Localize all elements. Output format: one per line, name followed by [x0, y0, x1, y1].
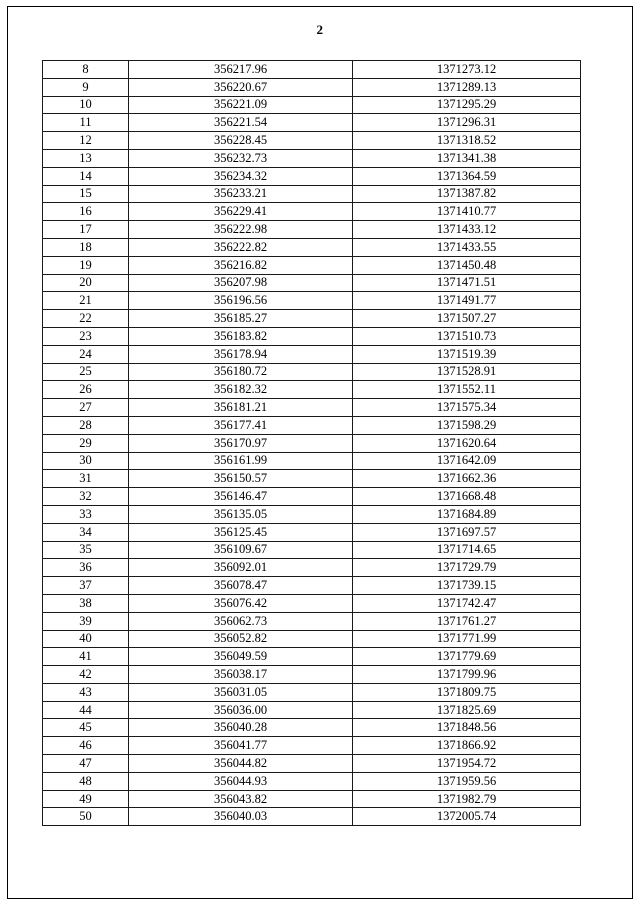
- easting-cell: 356038.17: [129, 666, 353, 684]
- northing-cell: 1371739.15: [353, 577, 581, 595]
- point-number-cell: 44: [43, 701, 129, 719]
- point-number-cell: 22: [43, 310, 129, 328]
- easting-cell: 356170.97: [129, 434, 353, 452]
- easting-cell: 356040.03: [129, 808, 353, 826]
- northing-cell: 1371866.92: [353, 737, 581, 755]
- easting-cell: 356182.32: [129, 381, 353, 399]
- easting-cell: 356177.41: [129, 416, 353, 434]
- table-row: [43, 221, 581, 239]
- table-row: [43, 345, 581, 363]
- point-number-cell: 41: [43, 648, 129, 666]
- table-row: [43, 594, 581, 612]
- point-number-cell: 10: [43, 96, 129, 114]
- northing-cell: 1371491.77: [353, 292, 581, 310]
- table-row: [43, 310, 581, 328]
- easting-cell: 356220.67: [129, 78, 353, 96]
- point-number-cell: 26: [43, 381, 129, 399]
- easting-cell: 356222.82: [129, 238, 353, 256]
- table-row: [43, 185, 581, 203]
- table-row: [43, 790, 581, 808]
- easting-cell: 356049.59: [129, 648, 353, 666]
- easting-cell: 356044.93: [129, 772, 353, 790]
- northing-cell: 1371507.27: [353, 310, 581, 328]
- northing-cell: 1371387.82: [353, 185, 581, 203]
- point-number-cell: 30: [43, 452, 129, 470]
- point-number-cell: 17: [43, 221, 129, 239]
- northing-cell: 1371982.79: [353, 790, 581, 808]
- table-row: [43, 612, 581, 630]
- point-number-cell: 45: [43, 719, 129, 737]
- easting-cell: 356221.09: [129, 96, 353, 114]
- northing-cell: 1371771.99: [353, 630, 581, 648]
- table-row: [43, 666, 581, 684]
- northing-cell: 1371450.48: [353, 256, 581, 274]
- northing-cell: 1371471.51: [353, 274, 581, 292]
- point-number-cell: 16: [43, 203, 129, 221]
- northing-cell: 1371295.29: [353, 96, 581, 114]
- table-row: [43, 96, 581, 114]
- northing-cell: 1371318.52: [353, 132, 581, 150]
- northing-cell: 1371575.34: [353, 399, 581, 417]
- easting-cell: 356092.01: [129, 559, 353, 577]
- point-number-cell: 31: [43, 470, 129, 488]
- table-row: [43, 381, 581, 399]
- easting-cell: 356207.98: [129, 274, 353, 292]
- table-row: [43, 559, 581, 577]
- northing-cell: 1371662.36: [353, 470, 581, 488]
- point-number-cell: 36: [43, 559, 129, 577]
- point-number-cell: 20: [43, 274, 129, 292]
- table-row: [43, 149, 581, 167]
- point-number-cell: 28: [43, 416, 129, 434]
- northing-cell: 1371799.96: [353, 666, 581, 684]
- northing-cell: 1371697.57: [353, 523, 581, 541]
- point-number-cell: 11: [43, 114, 129, 132]
- northing-cell: 1371825.69: [353, 701, 581, 719]
- point-number-cell: 8: [43, 61, 129, 79]
- easting-cell: 356052.82: [129, 630, 353, 648]
- easting-cell: 356229.41: [129, 203, 353, 221]
- table-row: [43, 363, 581, 381]
- easting-cell: 356217.96: [129, 61, 353, 79]
- northing-cell: 1371433.55: [353, 238, 581, 256]
- table-row: [43, 470, 581, 488]
- northing-cell: 1371552.11: [353, 381, 581, 399]
- table-row: [43, 61, 581, 79]
- point-number-cell: 34: [43, 523, 129, 541]
- table-row: [43, 541, 581, 559]
- easting-cell: 356161.99: [129, 452, 353, 470]
- point-number-cell: 35: [43, 541, 129, 559]
- table-row: [43, 274, 581, 292]
- northing-cell: 1371410.77: [353, 203, 581, 221]
- northing-cell: 1371742.47: [353, 594, 581, 612]
- table-row: [43, 719, 581, 737]
- easting-cell: 356031.05: [129, 683, 353, 701]
- northing-cell: 1371809.75: [353, 683, 581, 701]
- point-number-cell: 29: [43, 434, 129, 452]
- table-row: [43, 78, 581, 96]
- point-number-cell: 50: [43, 808, 129, 826]
- easting-cell: 356150.57: [129, 470, 353, 488]
- point-number-cell: 13: [43, 149, 129, 167]
- point-number-cell: 33: [43, 505, 129, 523]
- northing-cell: 1371684.89: [353, 505, 581, 523]
- easting-cell: 356180.72: [129, 363, 353, 381]
- table-row: [43, 434, 581, 452]
- easting-cell: 356216.82: [129, 256, 353, 274]
- easting-cell: 356135.05: [129, 505, 353, 523]
- point-number-cell: 46: [43, 737, 129, 755]
- point-number-cell: 18: [43, 238, 129, 256]
- northing-cell: 1371848.56: [353, 719, 581, 737]
- table-row: [43, 683, 581, 701]
- table-row: [43, 452, 581, 470]
- easting-cell: 356234.32: [129, 167, 353, 185]
- northing-cell: 1371296.31: [353, 114, 581, 132]
- table-row: [43, 648, 581, 666]
- easting-cell: 356078.47: [129, 577, 353, 595]
- northing-cell: 1371341.38: [353, 149, 581, 167]
- table-row: [43, 238, 581, 256]
- easting-cell: 356146.47: [129, 488, 353, 506]
- easting-cell: 356036.00: [129, 701, 353, 719]
- northing-cell: 1371959.56: [353, 772, 581, 790]
- northing-cell: 1371598.29: [353, 416, 581, 434]
- northing-cell: 1371620.64: [353, 434, 581, 452]
- northing-cell: 1371761.27: [353, 612, 581, 630]
- easting-cell: 356109.67: [129, 541, 353, 559]
- point-number-cell: 47: [43, 755, 129, 773]
- northing-cell: 1371642.09: [353, 452, 581, 470]
- point-number-cell: 23: [43, 327, 129, 345]
- table-row: [43, 292, 581, 310]
- point-number-cell: 14: [43, 167, 129, 185]
- point-number-cell: 12: [43, 132, 129, 150]
- table-row: [43, 256, 581, 274]
- northing-cell: 1372005.74: [353, 808, 581, 826]
- easting-cell: 356043.82: [129, 790, 353, 808]
- northing-cell: 1371779.69: [353, 648, 581, 666]
- northing-cell: 1371668.48: [353, 488, 581, 506]
- point-number-cell: 9: [43, 78, 129, 96]
- easting-cell: 356183.82: [129, 327, 353, 345]
- easting-cell: 356062.73: [129, 612, 353, 630]
- table-row: [43, 755, 581, 773]
- northing-cell: 1371714.65: [353, 541, 581, 559]
- northing-cell: 1371273.12: [353, 61, 581, 79]
- easting-cell: 356041.77: [129, 737, 353, 755]
- easting-cell: 356233.21: [129, 185, 353, 203]
- easting-cell: 356044.82: [129, 755, 353, 773]
- northing-cell: 1371364.59: [353, 167, 581, 185]
- easting-cell: 356178.94: [129, 345, 353, 363]
- point-number-cell: 49: [43, 790, 129, 808]
- easting-cell: 356185.27: [129, 310, 353, 328]
- table-row: [43, 399, 581, 417]
- table-row: [43, 808, 581, 826]
- point-number-cell: 37: [43, 577, 129, 595]
- point-number-cell: 42: [43, 666, 129, 684]
- point-number-cell: 48: [43, 772, 129, 790]
- easting-cell: 356076.42: [129, 594, 353, 612]
- easting-cell: 356196.56: [129, 292, 353, 310]
- table-row: [43, 488, 581, 506]
- northing-cell: 1371528.91: [353, 363, 581, 381]
- northing-cell: 1371289.13: [353, 78, 581, 96]
- easting-cell: 356221.54: [129, 114, 353, 132]
- point-number-cell: 40: [43, 630, 129, 648]
- point-number-cell: 39: [43, 612, 129, 630]
- easting-cell: 356222.98: [129, 221, 353, 239]
- table-row: [43, 577, 581, 595]
- table-row: [43, 327, 581, 345]
- table-row: [43, 416, 581, 434]
- table-row: [43, 737, 581, 755]
- easting-cell: 356181.21: [129, 399, 353, 417]
- point-number-cell: 15: [43, 185, 129, 203]
- table-row: [43, 132, 581, 150]
- coordinate-table: [42, 60, 581, 826]
- table-row: [43, 505, 581, 523]
- table-row: [43, 772, 581, 790]
- point-number-cell: 19: [43, 256, 129, 274]
- page-number: 2: [316, 22, 324, 37]
- table-row: [43, 167, 581, 185]
- point-number-cell: 38: [43, 594, 129, 612]
- northing-cell: 1371519.39: [353, 345, 581, 363]
- point-number-cell: 27: [43, 399, 129, 417]
- table-row: [43, 523, 581, 541]
- table-row: [43, 203, 581, 221]
- easting-cell: 356232.73: [129, 149, 353, 167]
- coordinate-table-body: [43, 61, 581, 826]
- table-row: [43, 630, 581, 648]
- northing-cell: 1371729.79: [353, 559, 581, 577]
- easting-cell: 356040.28: [129, 719, 353, 737]
- table-row: [43, 114, 581, 132]
- point-number-cell: 32: [43, 488, 129, 506]
- northing-cell: 1371510.73: [353, 327, 581, 345]
- point-number-cell: 21: [43, 292, 129, 310]
- northing-cell: 1371433.12: [353, 221, 581, 239]
- easting-cell: 356228.45: [129, 132, 353, 150]
- point-number-cell: 25: [43, 363, 129, 381]
- northing-cell: 1371954.72: [353, 755, 581, 773]
- table-row: [43, 701, 581, 719]
- point-number-cell: 43: [43, 683, 129, 701]
- point-number-cell: 24: [43, 345, 129, 363]
- easting-cell: 356125.45: [129, 523, 353, 541]
